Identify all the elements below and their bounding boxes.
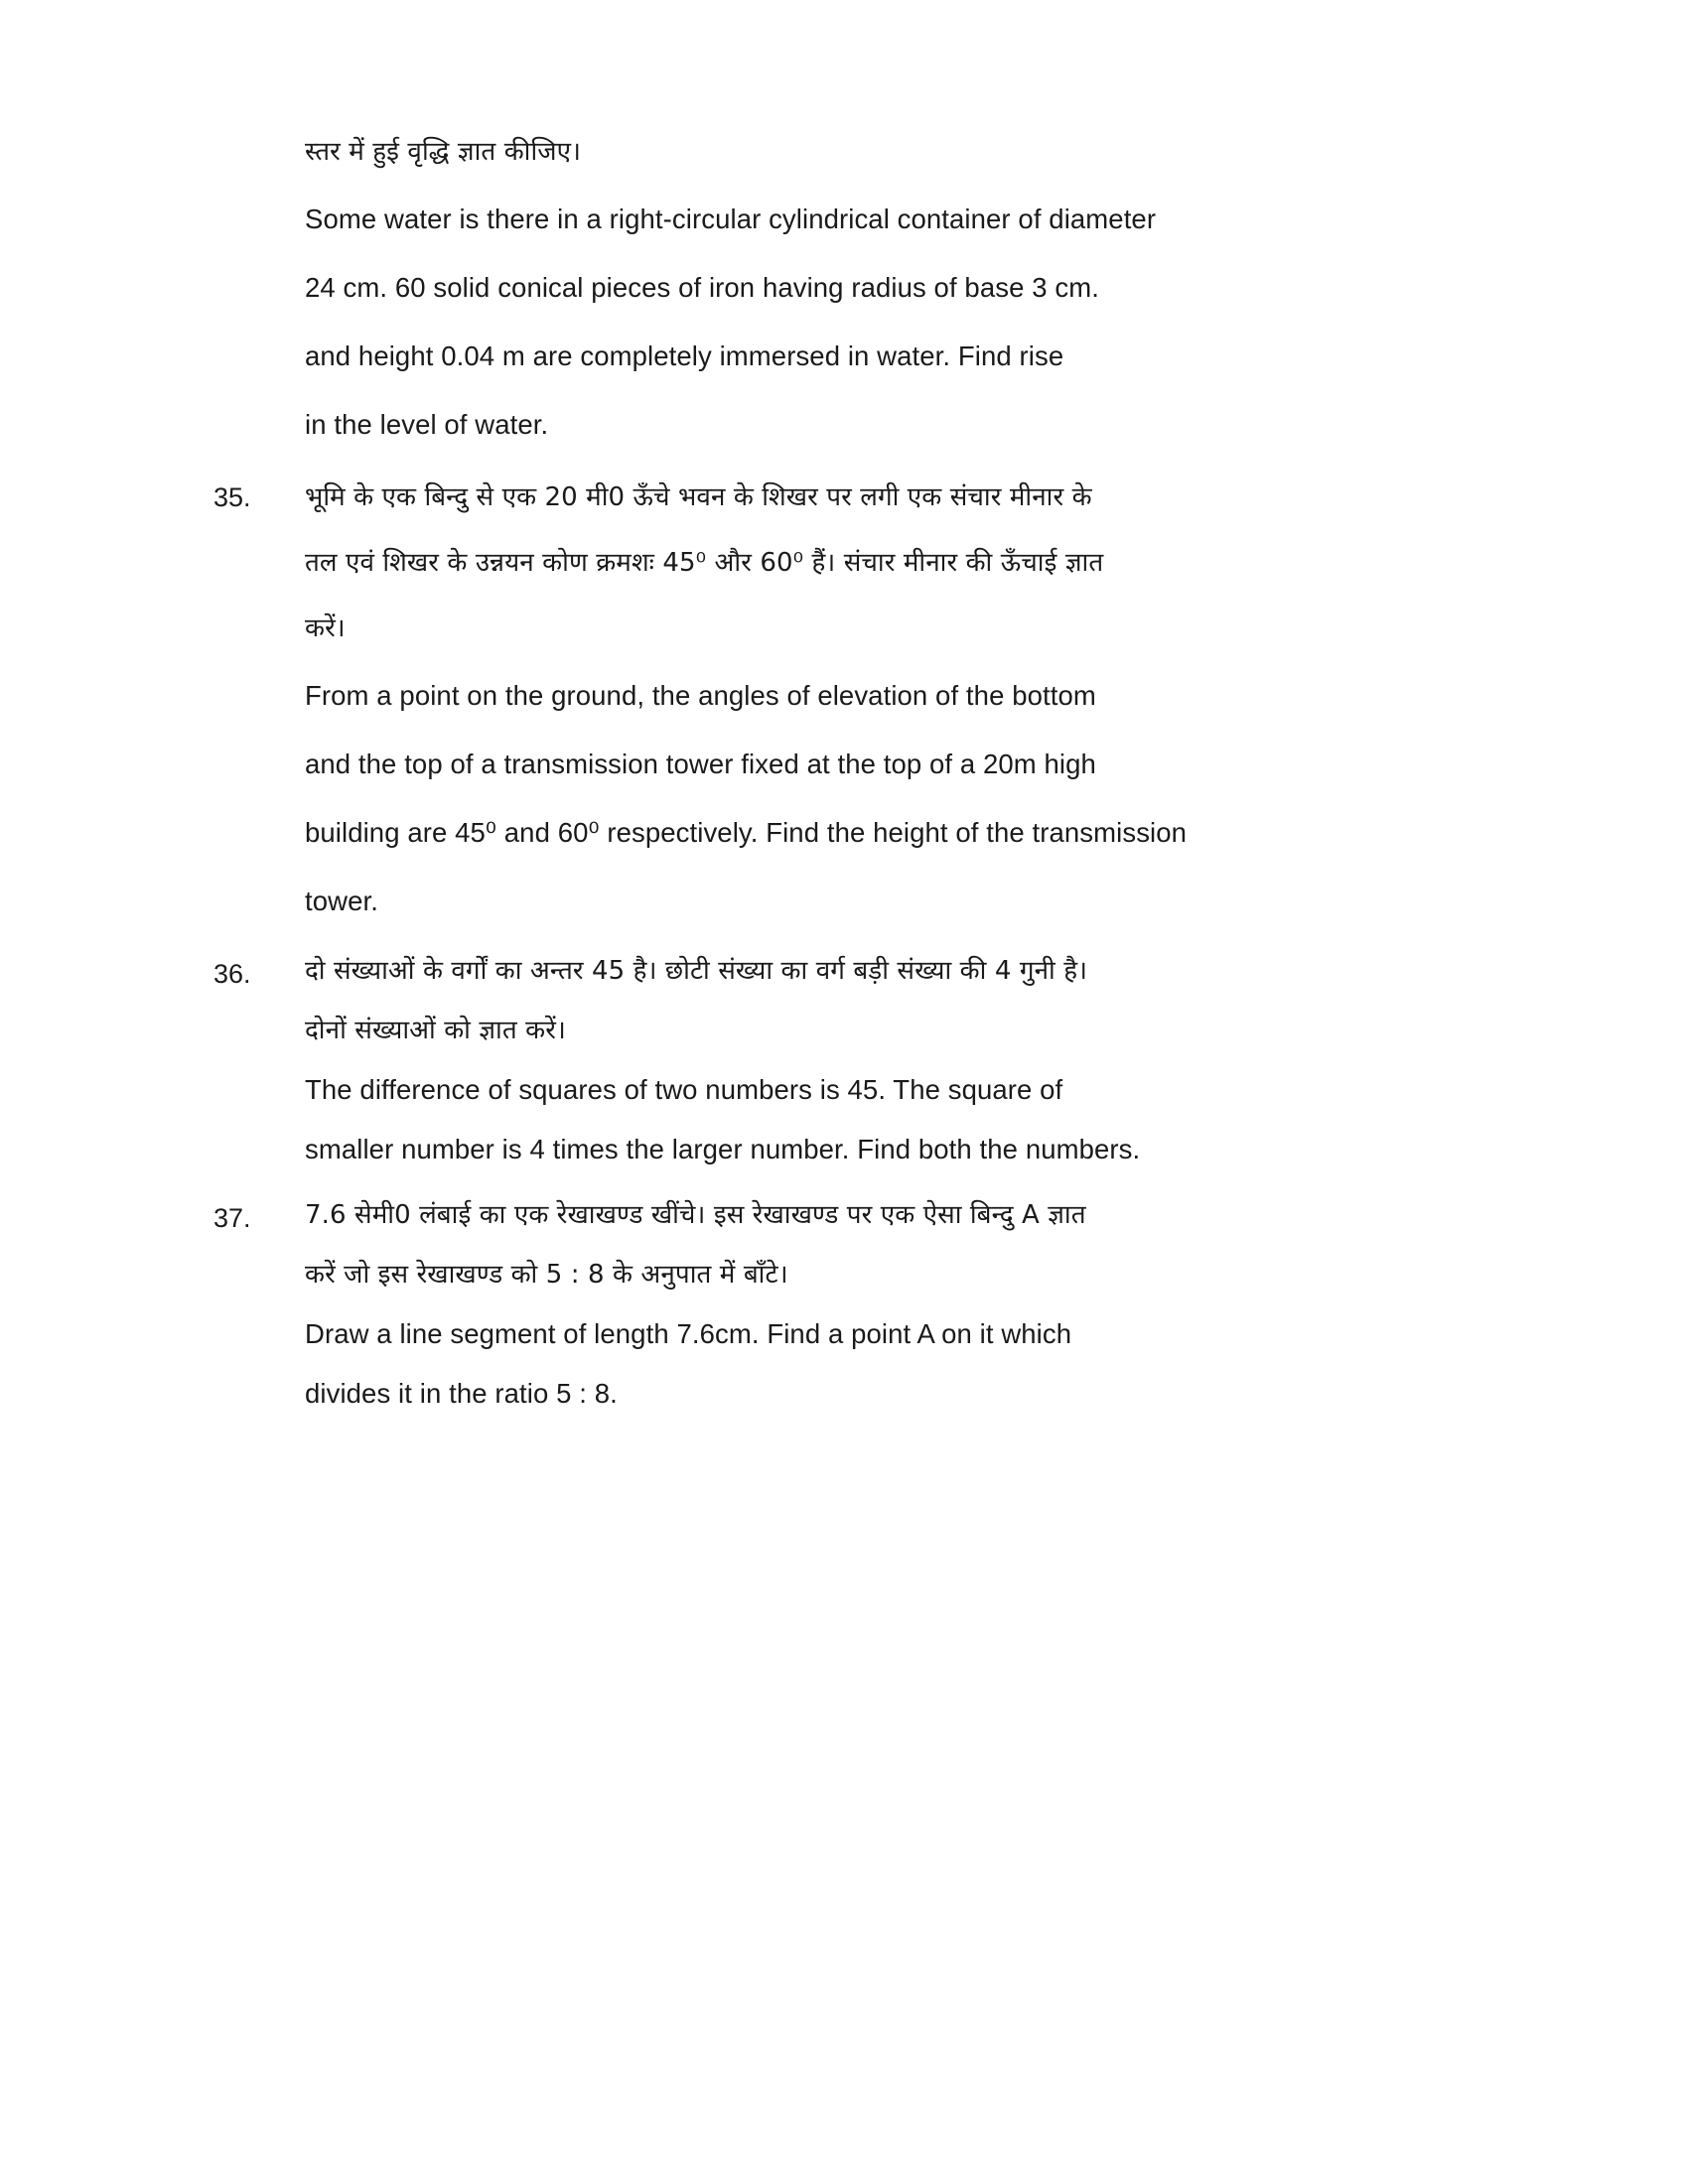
q37-english-line-2: divides it in the ratio 5 : 8. — [305, 1378, 618, 1409]
q36-english-line-2: smaller number is 4 times the larger number. Find both the numbers. — [305, 1134, 1141, 1164]
q35-hindi-line-1: भूमि के एक बिन्दु से एक 20 मी0 ऊँचे भवन के शिखर पर लगी एक संचार मीनार के — [305, 482, 1092, 512]
question-number-37: 37. — [213, 1203, 251, 1233]
q36-english-line-1: The difference of squares of two numbers is 45. The square of — [305, 1074, 1063, 1105]
continued-hindi-line: स्तर में हुई वृद्धि ज्ञात कीजिए। — [305, 137, 582, 167]
q37-hindi-line-2: करें जो इस रेखाखण्ड को 5 : 8 के अनुपात में बाँटे। — [305, 1260, 788, 1290]
question-body-35 — [305, 465, 1504, 935]
question-number-35: 35. — [213, 482, 251, 512]
question-block-36 — [213, 941, 1504, 1179]
question-block-35 — [213, 465, 1504, 935]
continued-english-line-1: Some water is there in a right-circular cylindrical container of diameter — [305, 204, 1157, 234]
q35-hindi-line-3: करें। — [305, 614, 346, 643]
q35-english-line-4: tower. — [305, 886, 378, 916]
question-body-37 — [305, 1185, 1504, 1424]
continued-question-block — [213, 119, 1504, 459]
page-content — [213, 119, 1504, 1430]
continued-english-line-4: in the level of water. — [305, 409, 549, 440]
q35-english-line-2: and the top of a transmission tower fixed at the top of a 20m high — [305, 749, 1096, 779]
q35-english-line-3: building are 45⁰ and 60⁰ respectively. Find the height of the transmission — [305, 817, 1188, 848]
continued-english-line-3: and height 0.04 m are completely immersed in water. Find rise — [305, 341, 1064, 371]
continued-english-line-2: 24 cm. 60 solid conical pieces of iron having radius of base 3 cm. — [305, 272, 1099, 303]
q36-hindi-line-2: दोनों संख्याओं को ज्ञात करें। — [305, 1016, 566, 1045]
question-body-36 — [305, 941, 1504, 1179]
q37-english-line-1: Draw a line segment of length 7.6cm. Find a point A on it which — [305, 1318, 1072, 1349]
q35-hindi-line-2: तल एवं शिखर के उन्नयन कोण क्रमशः 45⁰ और 60⁰ हैं। संचार मीनार की ऊँचाई ज्ञात — [305, 548, 1104, 578]
q37-hindi-line-1: 7.6 सेमी0 लंबाई का एक रेखाखण्ड खींचे। इस रेखाखण्ड पर एक ऐसा बिन्दु A ज्ञात — [305, 1200, 1086, 1230]
question-block-37 — [213, 1185, 1504, 1424]
question-number-36: 36. — [213, 959, 251, 989]
q35-english-line-1: From a point on the ground, the angles of elevation of the bottom — [305, 680, 1096, 711]
q36-hindi-line-1: दो संख्याओं के वर्गों का अन्तर 45 है। छोटी संख्या का वर्ग बड़ी संख्या की 4 गुनी है। — [305, 956, 1088, 986]
